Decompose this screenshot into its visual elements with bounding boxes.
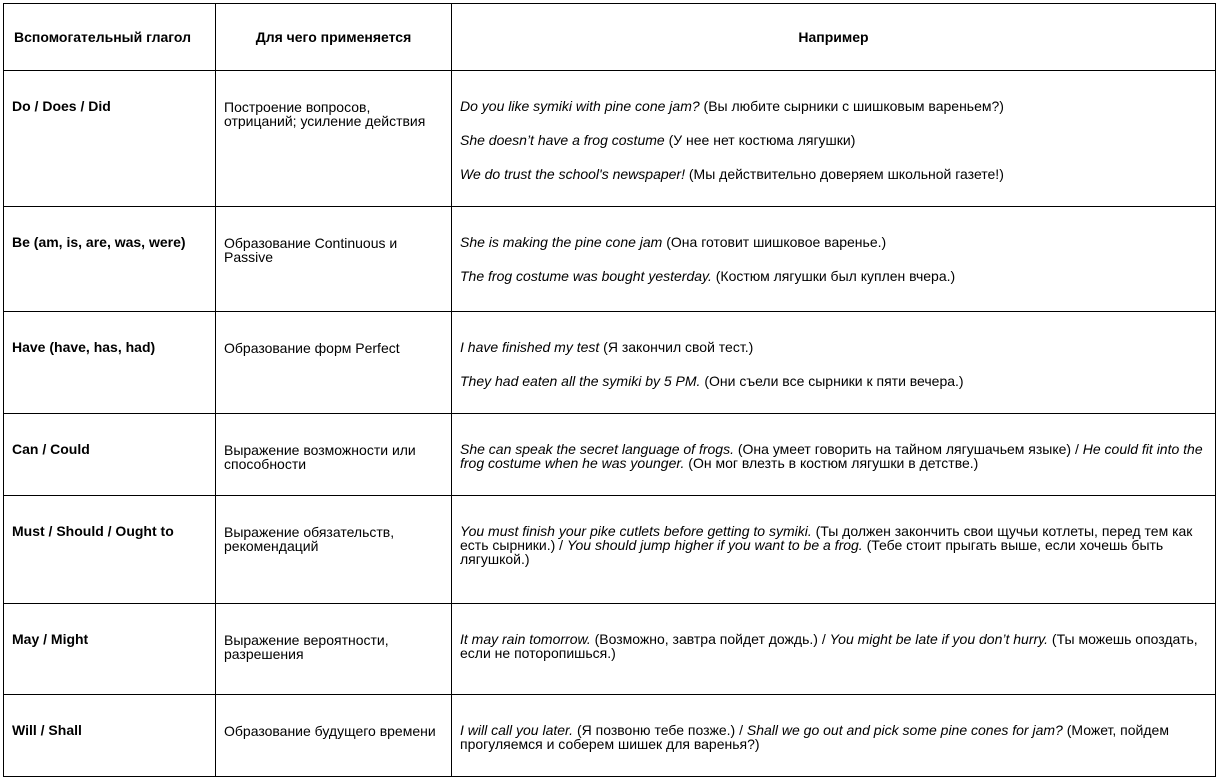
- example-sentence: [460, 167, 1207, 181]
- example-english: I will call you later.: [460, 722, 574, 738]
- example-sentence: [460, 374, 1207, 388]
- example-sentence: [460, 340, 1207, 354]
- example-english: We do trust the school's newspaper!: [460, 166, 685, 182]
- example-russian: (Может, пойдем прогуляемся и соберем шишек для варенья?): [460, 722, 1169, 752]
- example-sentence: [460, 269, 1207, 283]
- example-english: She is making the pine cone jam: [460, 234, 663, 250]
- example-paragraph: [460, 442, 1207, 470]
- usage-cell: Выражение вероятности, разрешения: [216, 604, 452, 695]
- table-row: [4, 695, 1216, 777]
- verb-cell: Have (have, has, had): [4, 312, 216, 414]
- example-english: They had eaten all the symiki by 5 PM.: [460, 373, 701, 389]
- example-english: I have finished my test: [460, 339, 600, 355]
- example-english: Shall we go out and pick some pine cones for jam?: [746, 722, 1063, 738]
- verb-cell: May / Might: [4, 604, 216, 695]
- example-cell: [452, 207, 1216, 312]
- usage-cell: Образование Continuous и Passive: [216, 207, 452, 312]
- example-russian: (Вы любите сырники с шишковым вареньем?): [699, 98, 1004, 114]
- example-cell: [452, 604, 1216, 695]
- usage-cell: Образование будущего времени: [216, 695, 452, 777]
- example-cell: [452, 695, 1216, 777]
- table-row: [4, 604, 1216, 695]
- table-row: [4, 414, 1216, 496]
- example-cell: [452, 71, 1216, 207]
- example-sentence: [460, 133, 1207, 147]
- table-row: [4, 496, 1216, 604]
- example-english: Do you like symiki with pine cone jam?: [460, 98, 700, 114]
- example-cell: [452, 496, 1216, 604]
- example-cell: [452, 312, 1216, 414]
- example-russian: (Она готовит шишковое варенье.): [662, 234, 887, 250]
- header-usage: Для чего применяется: [216, 4, 452, 71]
- example-sentence: [460, 99, 1207, 113]
- example-sentence: [460, 235, 1207, 249]
- example-russian: (Ты можешь опоздать, если не поторопишься.): [460, 631, 1198, 661]
- example-english: You must finish your pike cutlets before getting to symiki.: [460, 523, 812, 539]
- example-english: The frog costume was bought yesterday.: [460, 268, 712, 284]
- usage-cell: Выражение обязательств, рекомендаций: [216, 496, 452, 604]
- verb-cell: Be (am, is, are, was, were): [4, 207, 216, 312]
- example-paragraph: [460, 723, 1207, 751]
- table-row: [4, 207, 1216, 312]
- example-russian: (Он мог влезть в костюм лягушки в детстве.): [684, 455, 979, 471]
- example-russian: (Я закончил свой тест.): [599, 339, 754, 355]
- example-cell: [452, 414, 1216, 496]
- example-english: She can speak the secret language of frogs.: [460, 441, 734, 457]
- example-russian: (Тебе стоит прыгать выше, если хочешь быть лягушкой.): [460, 537, 1164, 567]
- example-english: He could fit into the frog costume when he was younger.: [460, 441, 1203, 471]
- example-russian: (Мы действительно доверяем школьной газете!): [684, 166, 1004, 182]
- example-english: You should jump higher if you want to be a frog.: [566, 537, 863, 553]
- verb-cell: Will / Shall: [4, 695, 216, 777]
- example-paragraph: [460, 632, 1207, 660]
- verb-cell: Must / Should / Ought to: [4, 496, 216, 604]
- example-russian: (У нее нет костюма лягушки): [664, 132, 856, 148]
- example-english: She doesn’t have a frog costume: [460, 132, 665, 148]
- example-russian: (Ты должен закончить свои щучьи котлеты, перед тем как есть сырники.) /: [460, 523, 1193, 553]
- example-english: It may rain tomorrow.: [460, 631, 591, 647]
- example-russian: (Костюм лягушки был куплен вчера.): [711, 268, 956, 284]
- example-paragraph: [460, 524, 1207, 566]
- header-verb: Вспомогательный глагол: [4, 4, 216, 71]
- example-russian: (Она умеет говорить на тайном лягушачьем языке) /: [733, 441, 1083, 457]
- example-russian: (Я позвоню тебе позже.) /: [573, 722, 747, 738]
- usage-cell: Выражение возможности или способности: [216, 414, 452, 496]
- example-english: You might be late if you don’t hurry.: [829, 631, 1049, 647]
- usage-cell: Построение вопросов, отрицаний; усиление действия: [216, 71, 452, 207]
- verb-cell: Can / Could: [4, 414, 216, 496]
- table-header-row: [4, 4, 1216, 71]
- usage-cell: Образование форм Perfect: [216, 312, 452, 414]
- table-row: [4, 312, 1216, 414]
- table-row: [4, 71, 1216, 207]
- example-russian: (Они съели все сырники к пяти вечера.): [700, 373, 964, 389]
- example-russian: (Возможно, завтра пойдет дождь.) /: [590, 631, 830, 647]
- header-example: Например: [452, 4, 1216, 71]
- verb-cell: Do / Does / Did: [4, 71, 216, 207]
- auxiliary-verbs-table: [3, 3, 1216, 777]
